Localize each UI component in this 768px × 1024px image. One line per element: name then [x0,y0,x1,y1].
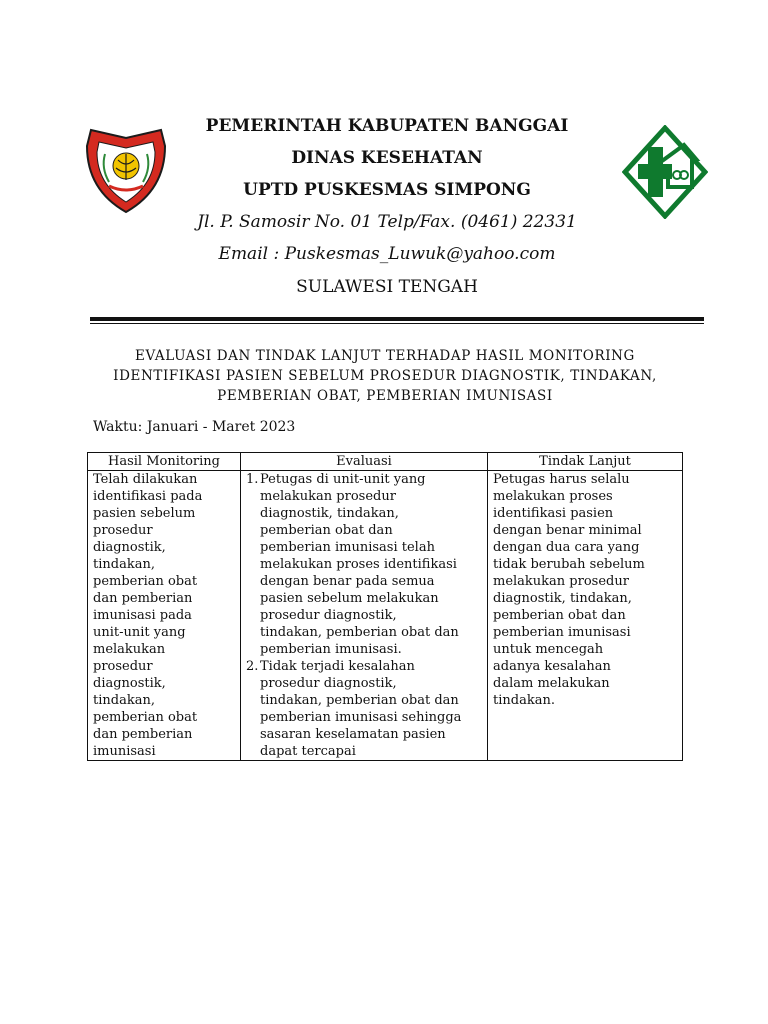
letterhead-government: PEMERINTAH KABUPATEN BANGGAI [205,116,569,136]
evaluasi-item-text [260,658,482,760]
header-evaluasi: Evaluasi [241,453,488,471]
header-tindak-lanjut: Tindak Lanjut [488,453,683,471]
tindak-line: tindakan. [493,693,555,708]
document-title-line-1: EVALUASI DAN TINDAK LANJUT TERHADAP HASIL MONITORING [135,348,635,364]
evaluasi-line: dengan benar pada semua [260,574,435,589]
evaluasi-line: tindakan, pemberian obat dan [260,625,459,640]
tindak-line: pemberian obat dan [493,608,626,623]
hasil-line: unit-unit yang [93,625,186,640]
evaluasi-line: melakukan proses identifikasi [260,557,457,572]
evaluasi-line: pemberian imunisasi telah [260,540,435,555]
evaluasi-line: pasien sebelum melakukan [260,591,439,606]
hasil-line: identifikasi pada [93,489,203,504]
evaluation-table [87,452,683,761]
hasil-line: imunisasi [93,744,156,759]
evaluasi-line: pemberian imunisasi. [260,642,402,657]
document-title-line-3: PEMBERIAN OBAT, PEMBERIAN IMUNISASI [217,388,553,404]
hasil-line: melakukan [93,642,166,657]
cell-tindak-lanjut [488,471,683,761]
hasil-line: dan pemberian [93,727,193,742]
header-divider-thick [90,317,704,321]
tindak-line: dalam melakukan [493,676,610,691]
tindak-line: dengan benar minimal [493,523,642,538]
evaluasi-line: Petugas di unit-unit yang [260,472,426,487]
letterhead-address: Jl. P. Samosir No. 01 Telp/Fax. (0461) 22331 [197,212,577,232]
hasil-line: diagnostik, [93,540,166,555]
tindak-line: melakukan prosedur [493,574,629,589]
evaluasi-line: Tidak terjadi kesalahan [260,659,415,674]
evaluasi-item-number: 1. [246,472,259,487]
cell-hasil-monitoring [88,471,241,761]
hasil-line: prosedur [93,523,153,538]
table-header-row [88,453,683,471]
period-label: Waktu: Januari - Maret 2023 [93,419,296,435]
cell-evaluasi [241,471,488,761]
evaluasi-line: pemberian imunisasi sehingga [260,710,462,725]
tindak-line: diagnostik, tindakan, [493,591,632,606]
letterhead-region: SULAWESI TENGAH [296,277,478,297]
banggai-regency-crest-icon [85,124,167,216]
hasil-line: pemberian obat [93,710,198,725]
hasil-line: tindakan, [93,693,155,708]
tindak-line: Petugas harus selalu [493,472,630,487]
evaluasi-line: prosedur diagnostik, [260,676,397,691]
table-row [88,471,683,761]
evaluasi-line: diagnostik, tindakan, [260,506,399,521]
document-title-line-2: IDENTIFIKASI PASIEN SEBELUM PROSEDUR DIAGNOSTIK, TINDAKAN, [113,368,657,384]
hasil-line: prosedur [93,659,153,674]
header-divider-thin [90,323,704,324]
evaluasi-item [246,658,482,760]
puskesmas-logo-icon [622,125,708,219]
evaluasi-item [246,471,482,658]
tindak-line: adanya kesalahan [493,659,611,674]
hasil-line: dan pemberian [93,591,193,606]
hasil-line: Telah dilakukan [93,472,198,487]
evaluasi-line: dapat tercapai [260,744,356,759]
evaluasi-line: tindakan, pemberian obat dan [260,693,459,708]
header-hasil-monitoring: Hasil Monitoring [88,453,241,471]
tindak-line: dengan dua cara yang [493,540,640,555]
tindak-line: melakukan proses [493,489,613,504]
hasil-line: pasien sebelum [93,506,196,521]
hasil-line: imunisasi pada [93,608,192,623]
tindak-line: untuk mencegah [493,642,604,657]
evaluasi-line: pemberian obat dan [260,523,393,538]
letterhead-unit: UPTD PUSKESMAS SIMPONG [243,180,531,200]
hasil-line: diagnostik, [93,676,166,691]
letterhead-department: DINAS KESEHATAN [291,148,483,168]
hasil-line: pemberian obat [93,574,198,589]
tindak-line: pemberian imunisasi [493,625,631,640]
evaluasi-line: sasaran keselamatan pasien [260,727,446,742]
tindak-line: identifikasi pasien [493,506,614,521]
evaluasi-item-number: 2. [246,659,259,674]
tindak-line: tidak berubah sebelum [493,557,645,572]
evaluasi-line: prosedur diagnostik, [260,608,397,623]
letterhead-email: Email : Puskesmas_Luwuk@yahoo.com [218,244,556,264]
hasil-line: tindakan, [93,557,155,572]
evaluasi-line: melakukan prosedur [260,489,396,504]
evaluasi-item-text [260,471,482,658]
